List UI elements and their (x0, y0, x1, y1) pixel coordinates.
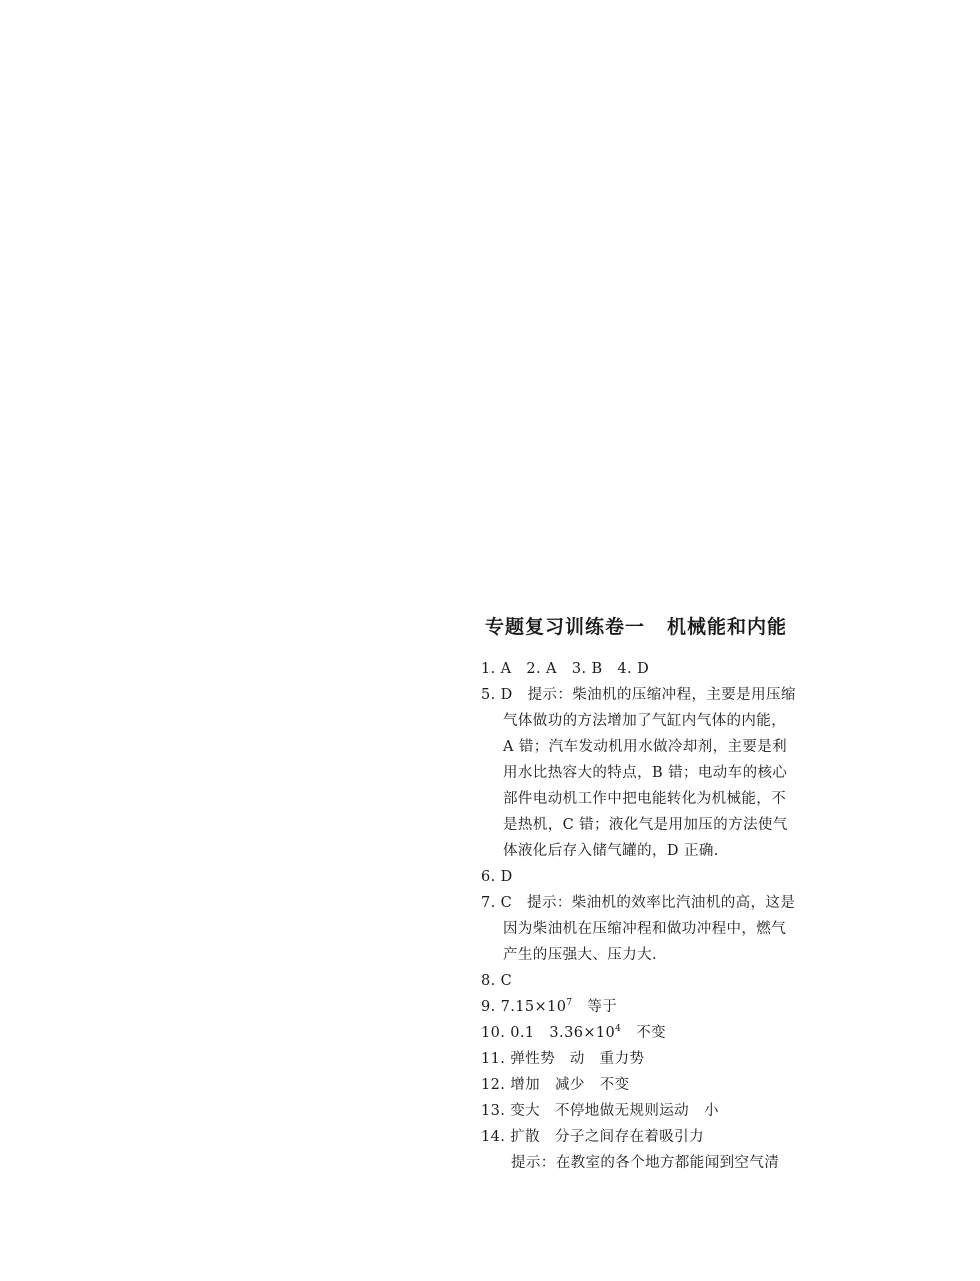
answer-line-13: 13. 变大 不停地做无规则运动 小 (481, 1103, 719, 1119)
answer-line-5: 5. D 提示：柴油机的压缩冲程，主要是用压缩 (481, 687, 796, 703)
answer-line-10: 10. 0.1 $3.36\times 10^4$ 不变 (481, 1024, 666, 1041)
answer-line-5-cont: 部件电动机工作中把电能转化为机械能，不 (503, 791, 787, 807)
answer-list (481, 656, 816, 1176)
answer-line-7-cont: 因为柴油机在压缩冲程和做功冲程中，燃气 (503, 921, 787, 937)
section-title-topic: 机械能和内能 (667, 616, 788, 638)
answer-line-7-cont: 产生的压强大、压力大. (503, 947, 658, 963)
answer-line-8: 8. C (481, 973, 513, 989)
section-title (485, 612, 816, 642)
answer-line-9: 9. $7.15\times 10^7$ 等于 (481, 998, 618, 1015)
answer-line-5-cont: 体液化后存入储气罐的，D 正确. (503, 843, 719, 859)
answer-line-5-cont: A 错；汽车发动机用水做冷却剂，主要是利 (503, 739, 788, 755)
answer-line-5-cont: 用水比热容大的特点，B 错；电动车的核心 (503, 765, 788, 781)
answer-line-11: 11. 弹性势 动 重力势 (481, 1051, 645, 1067)
answer-column (481, 612, 816, 1176)
answer-line-7: 7. C 提示：柴油机的效率比汽油机的高，这是 (481, 895, 796, 911)
answer-line-6: 6. D (481, 869, 513, 885)
answer-line-1-4: 1. A 2. A 3. B 4. D (481, 661, 650, 677)
section-title-main: 专题复习训练卷一 (485, 616, 646, 638)
answer-line-14: 14. 扩散 分子之间存在着吸引力 (481, 1129, 704, 1145)
answer-line-5-cont: 是热机，C 错；液化气是用加压的方法使气 (503, 817, 788, 833)
answer-line-12: 12. 增加 减少 不变 (481, 1077, 630, 1093)
answer-line-5-cont: 气体做功的方法增加了气缸内气体的内能， (503, 713, 787, 729)
answer-line-14-hint: 提示：在教室的各个地方都能闻到空气清 (511, 1155, 780, 1171)
